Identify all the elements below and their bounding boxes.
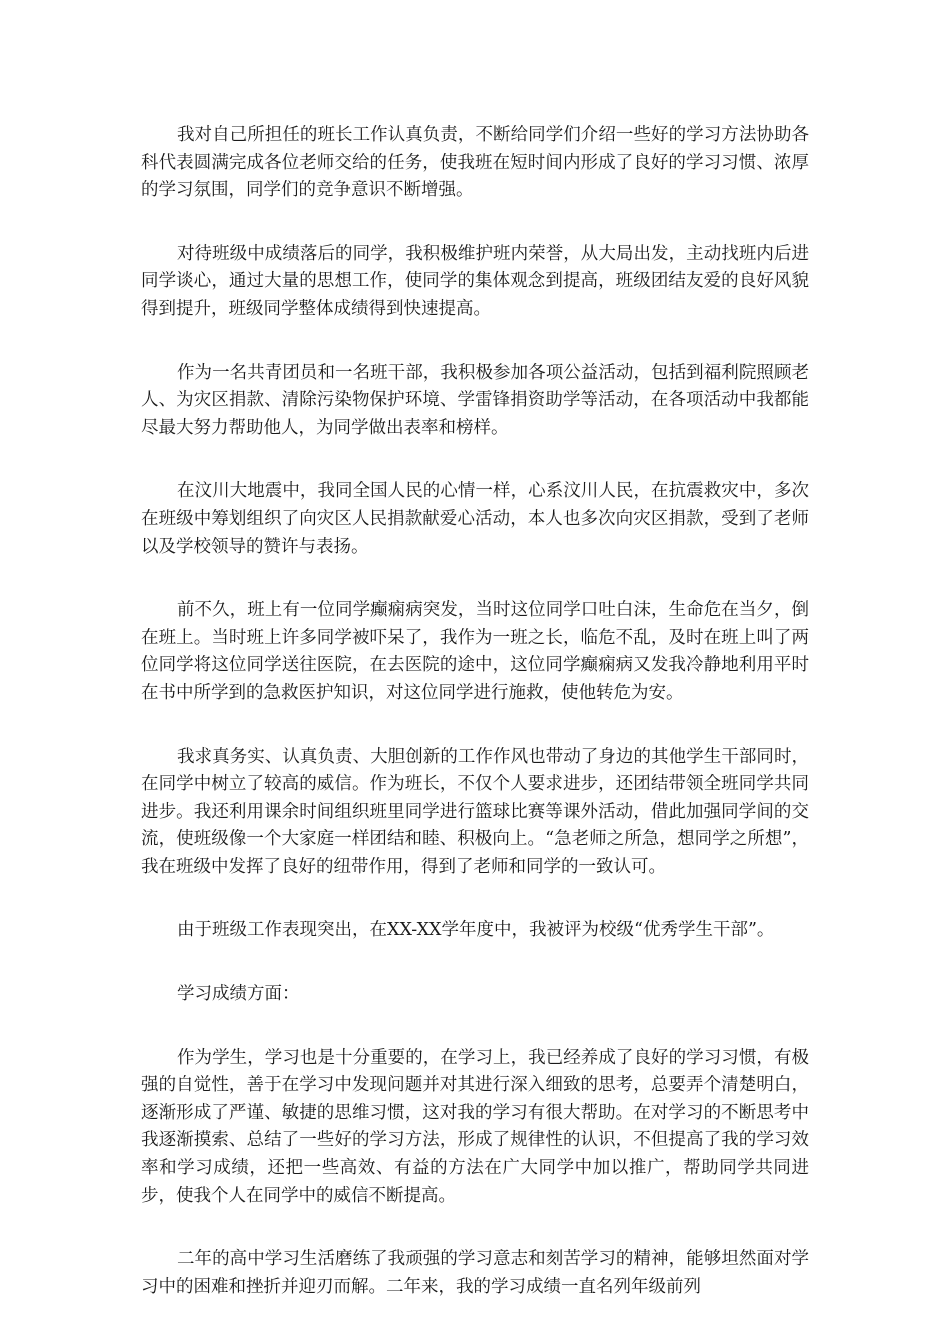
paragraph-award: 由于班级工作表现突出，在XX-XX学年度中，我被评为校级“优秀学生干部”。 — [177, 920, 775, 941]
paragraph-class-monitor-duties: 我对自己所担任的班长工作认真负责，不断给同学们介绍一些好的学习方法协助各科代表圆满完成各位老师交给的任务，使我班在短时间内形成了良好的学习习惯、浓厚的学习氛围，同学们的竞争意识不断增强。 — [141, 125, 809, 201]
paragraph-study-habits: 作为学生，学习也是十分重要的，在学习上，我已经养成了良好的学习习惯，有极强的自觉性，善于在学习中发现问题并对其进行深入细致的思考，总要弄个清楚明白，逐渐形成了严谨、敏捷的思维习惯，这对我的学习有很大帮助。在对学习的不断思考中我逐渐摸索、总结了一些好的学习方法，形成了规律性的认识，不但提高了我的学习效率和学习成绩，还把一些高效、有益的方法在广大同学中加以推广，帮助同学共同进步，使我个人在同学中的威信不断提高。 — [141, 1047, 809, 1206]
paragraph-epilepsy-rescue: 前不久，班上有一位同学癫痫病突发，当时这位同学口吐白沫，生命危在当夕，倒在班上。当时班上许多同学被吓呆了，我作为一班之长，临危不乱，及时在班上叫了两位同学将这位同学送往医院，在去医院的途中，这位同学癫痫病又发我冷静地利用平时在书中所学到的急救医护知识，对这位同学进行施救，使他转危为安。 — [141, 600, 809, 703]
paragraph-helping-students: 对待班级中成绩落后的同学，我积极维护班内荣誉，从大局出发，主动找班内后进同学谈心，通过大量的思想工作，使同学的集体观念到提高，班级团结友爱的良好风貌得到提升，班级同学整体成绩得到快速提高。 — [141, 243, 809, 319]
document-page — [141, 122, 809, 1337]
section-heading-academic: 学习成绩方面： — [177, 984, 300, 1005]
paragraph-work-style: 我求真务实、认真负责、大胆创新的工作作风也带动了身边的其他学生干部同时，在同学中树立了较高的威信。作为班长，不仅个人要求进步，还团结带领全班同学共同进步。我还利用课余时间组织班里同学进行篮球比赛等课外活动，借此加强同学间的交流，使班级像一个大家庭一样团结和睦、积极向上。“急老师之所急，想同学之所想”，我在班级中发挥了良好的纽带作用，得到了老师和同学的一致认可。 — [141, 746, 809, 877]
paragraph-high-school-life: 二年的高中学习生活磨练了我顽强的学习意志和刻苦学习的精神，能够坦然面对学习中的困难和挫折并迎刃而解。二年来，我的学习成绩一直名列年级前列 — [141, 1249, 809, 1297]
paragraph-public-welfare: 作为一名共青团员和一名班干部，我积极参加各项公益活动，包括到福利院照顾老人、为灾区捐款、清除污染物保护环境、学雷锋捐资助学等活动，在各项活动中我都能尽最大努力帮助他人，为同学做出表率和榜样。 — [141, 362, 809, 438]
paragraph-earthquake-relief: 在汶川大地震中，我同全国人民的心情一样，心系汶川人民，在抗震救灾中，多次在班级中筹划组织了向灾区人民捐款献爱心活动，本人也多次向灾区捐款，受到了老师以及学校领导的赞许与表扬。 — [141, 481, 809, 557]
